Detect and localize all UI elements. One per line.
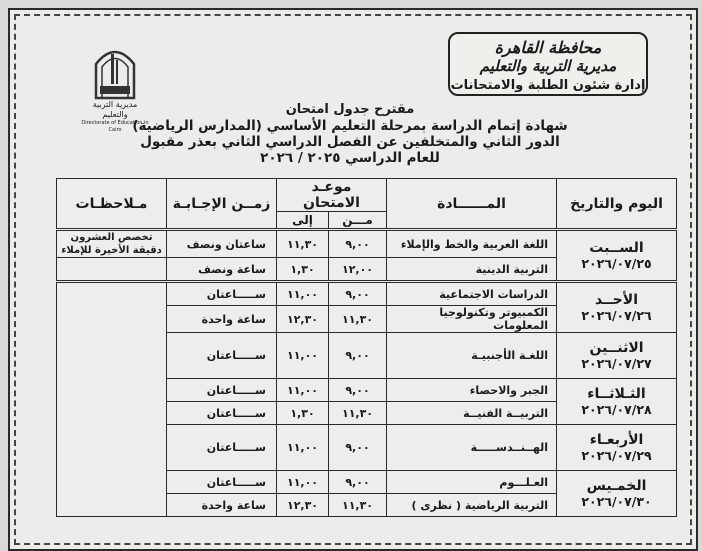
header-exam-time: موعـد الامتحان xyxy=(277,179,387,212)
to-cell: ١,٣٠ xyxy=(277,258,329,281)
arch-logo-icon xyxy=(92,42,138,100)
from-cell: ٩,٠٠ xyxy=(329,425,387,471)
from-cell: ٩,٠٠ xyxy=(329,379,387,402)
to-cell: ١١,٠٠ xyxy=(277,379,329,402)
duration-cell: ساعة واحدة xyxy=(167,306,277,333)
day-name: الأربعـاء xyxy=(589,431,644,448)
to-cell: ١١,٠٠ xyxy=(277,333,329,379)
title-certificate: شهادة إتمام الدراسة بمرحلة التعليم الأساسي (المدارس الرياضية) xyxy=(132,118,568,134)
day-name: الثـلاثــاء xyxy=(587,385,646,402)
duration-cell: ســـــاعتان xyxy=(167,471,277,494)
header-to: إلى xyxy=(277,212,329,229)
to-cell: ١٢,٣٠ xyxy=(277,306,329,333)
to-cell: ١٢,٣٠ xyxy=(277,494,329,517)
governorate-name: محافظة القاهرة xyxy=(494,38,602,57)
document-page xyxy=(8,8,698,551)
duration-cell: ســـــاعتان xyxy=(167,333,277,379)
duration-cell: ساعة ونصف xyxy=(167,258,277,281)
to-cell: ١١,٠٠ xyxy=(277,425,329,471)
from-cell: ١١,٣٠ xyxy=(329,402,387,425)
note-cell-empty xyxy=(57,283,167,517)
subject-cell: الكمبيوتر وتكنولوجيا المعلومات xyxy=(387,306,557,333)
logo-text-arabic: مديرية التربية والتعليم xyxy=(92,100,138,119)
title-round: الدور الثاني والمتخلفين عن الفصل الدراسي الثاني بعذر مقبول xyxy=(140,134,560,150)
header-notes: مـلاحظـات xyxy=(57,179,167,229)
day-cell xyxy=(557,379,677,425)
note-cell xyxy=(57,258,167,281)
subject-cell: اللغـة الأجنبيـة xyxy=(387,333,557,379)
duration-cell: ساعة واحدة xyxy=(167,494,277,517)
table-row xyxy=(57,231,677,258)
from-cell: ٩,٠٠ xyxy=(329,231,387,258)
duration-cell: ســـــاعتان xyxy=(167,425,277,471)
day-cell xyxy=(557,425,677,471)
exam-schedule-table xyxy=(56,178,677,517)
day-date: ٢٠٢٦/٠٧/٢٩ xyxy=(581,447,652,463)
title-year: للعام الدراسي ٢٠٢٥ / ٢٠٢٦ xyxy=(260,150,440,166)
duration-cell: ســـــاعتان xyxy=(167,283,277,306)
department-name: إدارة شئون الطلبة والامتحانات xyxy=(450,78,646,93)
day-cell xyxy=(557,333,677,379)
header-duration: زمــن الإجـابـة xyxy=(167,179,277,229)
to-cell: ١١,٠٠ xyxy=(277,471,329,494)
from-cell: ٩,٠٠ xyxy=(329,471,387,494)
duration-cell: ســـــاعتان xyxy=(167,379,277,402)
day-date: ٢٠٢٦/٠٧/٢٧ xyxy=(581,355,652,371)
day-cell xyxy=(557,283,677,333)
day-date: ٢٠٢٦/٠٧/٢٨ xyxy=(581,401,652,417)
document-titles xyxy=(130,102,570,166)
day-date: ٢٠٢٦/٠٧/٣٠ xyxy=(581,493,652,509)
from-cell: ٩,٠٠ xyxy=(329,283,387,306)
to-cell: ١,٣٠ xyxy=(277,402,329,425)
subject-cell: التربيــة الفنيــة xyxy=(387,402,557,425)
to-cell: ١١,٠٠ xyxy=(277,283,329,306)
day-name: الأحــد xyxy=(595,291,638,308)
note-cell: تخصص العشرون دقيقة الأخيرة للإملاء xyxy=(57,231,167,258)
day-name: الســبت xyxy=(589,239,644,256)
directorate-name: مديرية التربية والتعليم xyxy=(479,57,617,75)
directorate-header-box xyxy=(448,32,648,96)
day-cell xyxy=(557,231,677,281)
day-date: ٢٠٢٦/٠٧/٢٦ xyxy=(581,307,652,323)
table-row xyxy=(57,283,677,306)
from-cell: ١١,٣٠ xyxy=(329,494,387,517)
logo-text-english: Directorate of Education in Cairo xyxy=(81,120,149,133)
subject-cell: العـلـــوم xyxy=(387,471,557,494)
header-day-date: اليوم والتاريخ xyxy=(557,179,677,229)
day-date: ٢٠٢٦/٠٧/٢٥ xyxy=(581,255,652,271)
header-from: مـــن xyxy=(329,212,387,229)
header-subject: المــــــادة xyxy=(387,179,557,229)
duration-cell: ســـــاعتان xyxy=(167,402,277,425)
subject-cell: الهــنــدســـــة xyxy=(387,425,557,471)
subject-cell: اللغة العربية والخط والإملاء xyxy=(387,231,557,258)
subject-cell: الجبر والاحصاء xyxy=(387,379,557,402)
day-cell xyxy=(557,471,677,517)
to-cell: ١١,٣٠ xyxy=(277,231,329,258)
duration-cell: ساعتان ونصف xyxy=(167,231,277,258)
from-cell: ٩,٠٠ xyxy=(329,333,387,379)
subject-cell: التربية الدينية xyxy=(387,258,557,281)
title-proposal: مقترح جدول امتحان xyxy=(285,102,415,117)
from-cell: ١١,٣٠ xyxy=(329,306,387,333)
subject-cell: الدراسات الاجتماعية xyxy=(387,283,557,306)
day-name: الاثنــين xyxy=(589,339,644,356)
day-name: الخمـيس xyxy=(586,477,647,494)
subject-cell: التربية الرياضية ( نظرى ) xyxy=(387,494,557,517)
from-cell: ١٢,٠٠ xyxy=(329,258,387,281)
